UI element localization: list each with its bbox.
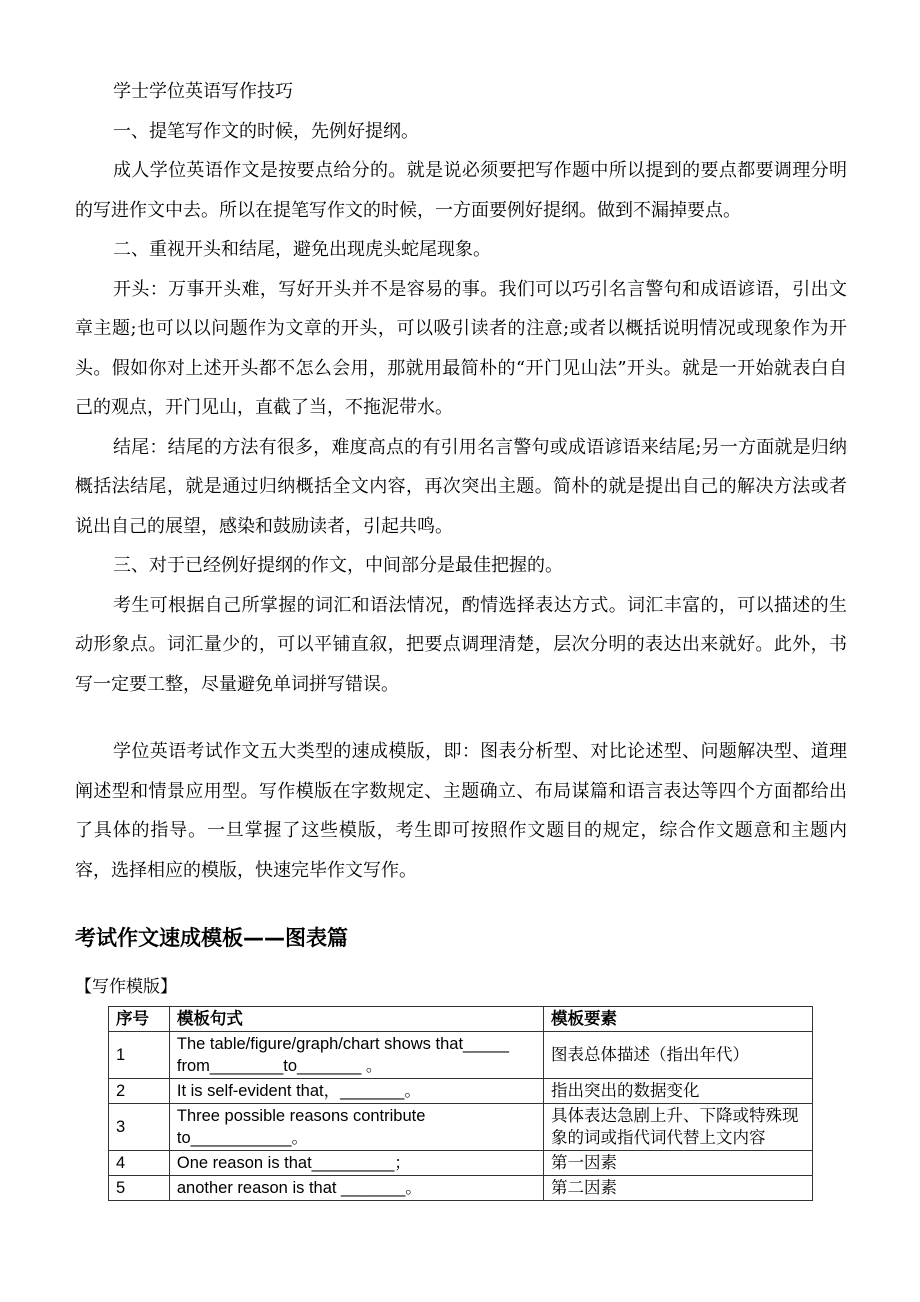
template-label: 【写作模版】 (75, 977, 177, 997)
paragraph: 开头：万事开头难，写好开头并不是容易的事。我们可以巧引名言警句和成语谚语，引出文章主题;也可以以问题作为文章的开头，可以吸引读者的注意;或者以概括说明情况或现象作为开头。假如你对上述开头都不怎么会用，那就用最简朴的“开门见山法”开头。就是一开始就表白自己的观点，开门见山，直截了当，不拖泥带水。 (75, 278, 847, 418)
cell-pattern: One reason is that_________； (169, 1151, 543, 1176)
header-cell: 序号 (109, 1007, 170, 1032)
cell-pattern: The table/figure/graph/chart shows that_____ from________to_______ 。 (169, 1032, 543, 1079)
template-table (108, 1006, 813, 1201)
cell-pattern: Three possible reasons contribute to___________。 (169, 1104, 543, 1151)
section-heading-1: 一、提笔写作文的时候，先例好提纲。 (113, 120, 419, 142)
table-row (109, 1176, 813, 1201)
table-row (109, 1104, 813, 1151)
document-body (75, 72, 847, 890)
cell-element: 指出突出的数据变化 (544, 1079, 813, 1104)
table-row (109, 1151, 813, 1176)
cell-number: 5 (109, 1176, 170, 1201)
cell-number: 4 (109, 1151, 170, 1176)
table-header-row (109, 1007, 813, 1032)
table-row (109, 1032, 813, 1079)
paragraph: 考生可根据自己所掌握的词汇和语法情况，酌情选择表达方式。词汇丰富的，可以描述的生动形象点。词汇量少的，可以平铺直叙，把要点调理清楚，层次分明的表达出来就好。此外，书写一定要工整，尽量避免单词拼写错误。 (75, 594, 847, 695)
paragraph: 学位英语考试作文五大类型的速成模版，即：图表分析型、对比论述型、问题解决型、道理阐述型和情景应用型。写作模版在字数规定、主题确立、布局谋篇和语言表达等四个方面都给出了具体的指导。一旦掌握了这些模版，考生即可按照作文题目的规定，综合作文题意和主题内容，选择相应的模版，快速完毕作文写作。 (75, 741, 847, 881)
paragraph: 结尾：结尾的方法有很多，难度高点的有引用名言警句或成语谚语来结尾;另一方面就是归纳概括法结尾，就是通过归纳概括全文内容，再次突出主题。简朴的就是提出自己的解决方法或者说出自己的展望，感染和鼓励读者，引起共鸣。 (75, 436, 847, 537)
paragraph: 成人学位英语作文是按要点给分的。就是说必须要把写作题中所以提到的要点都要调理分明的写进作文中去。所以在提笔写作文的时候，一方面要例好提纲。做到不漏掉要点。 (75, 160, 847, 221)
cell-element: 第一因素 (544, 1151, 813, 1176)
doc-title: 学士学位英语写作技巧 (113, 81, 293, 102)
cell-element: 第二因素 (544, 1176, 813, 1201)
cell-number: 2 (109, 1079, 170, 1104)
cell-element: 具体表达急剧上升、下降或特殊现象的词或指代词代替上文内容 (544, 1104, 813, 1151)
section-heading-2: 二、重视开头和结尾，避免出现虎头蛇尾现象。 (113, 239, 491, 260)
header-cell: 模板句式 (169, 1007, 543, 1032)
cell-number: 3 (109, 1104, 170, 1151)
section-heading-3: 三、对于已经例好提纲的作文，中间部分是最佳把握的。 (113, 555, 563, 576)
cell-pattern: another reason is that _______。 (169, 1176, 543, 1201)
section-title: 考试作文速成模板——图表篇 (75, 926, 348, 950)
cell-pattern: It is self-evident that，_______。 (169, 1079, 543, 1104)
header-cell: 模板要素 (544, 1007, 813, 1032)
table-row (109, 1079, 813, 1104)
cell-number: 1 (109, 1032, 170, 1079)
cell-element: 图表总体描述（指出年代） (544, 1032, 813, 1079)
